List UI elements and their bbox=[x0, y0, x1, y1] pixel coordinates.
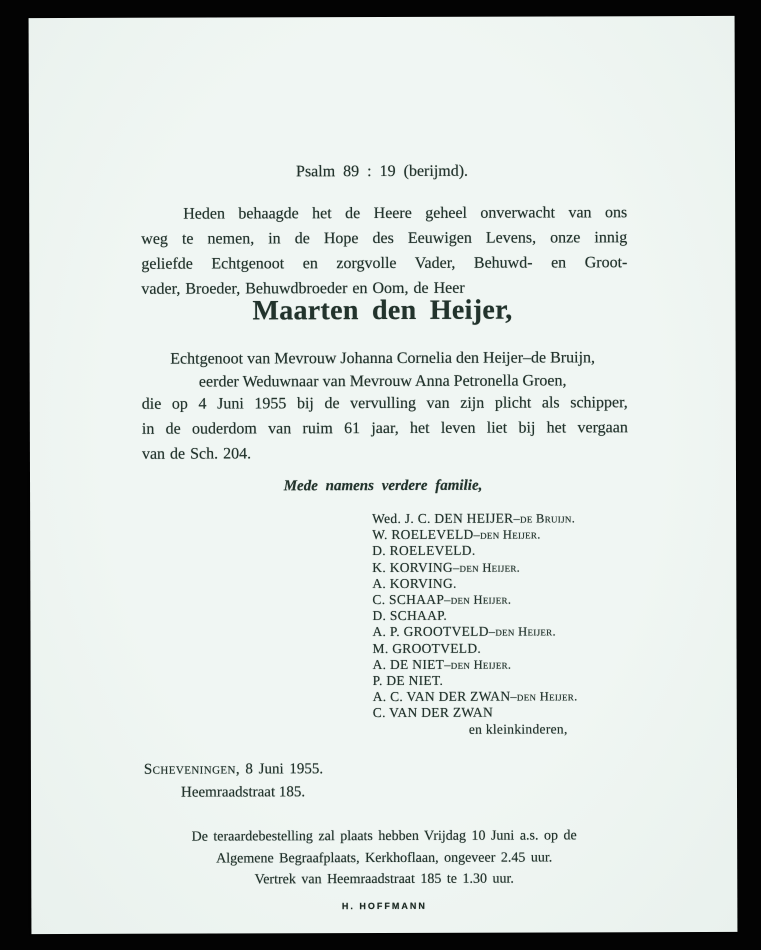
mourner-main: W. ROELEVELD bbox=[372, 526, 474, 543]
grandchildren-line: en kleinkinderen, bbox=[468, 721, 568, 737]
psalm-reference: Psalm 89 : 19 (berijmd). bbox=[296, 162, 469, 181]
deceased-name: Maarten den Heijer, bbox=[252, 294, 513, 327]
mourner-suffix: –den Heijer. bbox=[510, 689, 578, 704]
mourner-main: M. GROOTVELD. bbox=[372, 640, 482, 656]
mourners-list bbox=[372, 510, 578, 737]
mourner-name bbox=[373, 672, 578, 689]
place-and-date bbox=[144, 761, 323, 779]
on-behalf-line: Mede namens verdere familie, bbox=[283, 477, 483, 495]
mourner-suffix: –de Bruijn. bbox=[513, 511, 576, 526]
death-announcement-card bbox=[29, 16, 738, 934]
mourner-suffix: –den Heijer. bbox=[473, 527, 541, 542]
intro-line: Heden behaagde het de Heere geheel onverwacht van ons bbox=[183, 204, 628, 223]
mourner-name bbox=[373, 656, 578, 673]
death-line: in de ouderdom van ruim 61 jaar, het leven liet bij het vergaan bbox=[141, 419, 628, 438]
mourner-name bbox=[373, 640, 578, 657]
mourner-main: A. KORVING. bbox=[372, 575, 457, 591]
address-line: Heemraadstraat 185. bbox=[180, 784, 306, 801]
mourner-name bbox=[373, 689, 578, 706]
funeral-line: De teraardebestelling zal plaats hebben Vrijdag 10 Juni a.s. op de bbox=[191, 828, 577, 845]
death-line: van de Sch. 204. bbox=[141, 445, 252, 463]
mourner-name bbox=[372, 559, 577, 576]
spouse-subtitle bbox=[30, 346, 736, 394]
mourner-name bbox=[372, 624, 577, 641]
mourner-suffix: –den Heijer. bbox=[452, 560, 521, 575]
mourner-main: D. SCHAAP. bbox=[372, 608, 448, 624]
mourner-name bbox=[373, 705, 578, 722]
mourner-suffix: –den Heijer. bbox=[488, 624, 556, 640]
death-line: die op 4 Juni 1955 bij de vervulling van zijn plicht als schipper, bbox=[141, 394, 628, 413]
funeral-line: Algemene Begraafplaats, Kerkhoflaan, ongeveer 2.45 uur. bbox=[216, 849, 553, 867]
mourner-name bbox=[372, 510, 577, 527]
mourner-name bbox=[372, 591, 577, 608]
mourner-main: C. VAN DER ZWAN bbox=[372, 705, 494, 721]
mourner-main: C. SCHAAP bbox=[372, 591, 445, 608]
date-text: , 8 Juni 1955. bbox=[235, 761, 324, 778]
funeral-line: Vertrek van Heemraadstraat 185 te 1.30 uur. bbox=[254, 871, 514, 888]
place-name: Scheveningen bbox=[143, 761, 236, 778]
mourner-suffix: –den Heijer. bbox=[444, 592, 512, 607]
subtitle-line: eerder Weduwnaar van Mevrouw Anna Petronella Groen, bbox=[198, 372, 567, 391]
mourner-name bbox=[372, 608, 577, 625]
mourner-name bbox=[372, 527, 577, 544]
mourner-name bbox=[372, 575, 577, 592]
intro-paragraph bbox=[141, 200, 627, 302]
intro-line: weg te nemen, in de Hope des Eeuwigen Levens, onze innig bbox=[141, 229, 628, 248]
death-circumstances-paragraph bbox=[142, 390, 628, 467]
mourner-main: A. DE NIET bbox=[372, 656, 445, 672]
mourner-main: K. KORVING bbox=[372, 559, 453, 575]
printer-mark: H. HOFFMANN bbox=[341, 900, 427, 912]
intro-line: vader, Broeder, Behuwdbroeder en Oom, de Heer bbox=[141, 279, 465, 298]
mourner-suffix: –den Heijer. bbox=[444, 657, 512, 672]
mourner-main: A. P. GROOTVELD bbox=[372, 624, 489, 640]
subtitle-line: Echtgenoot van Mevrouw Johanna Cornelia den Heijer–de Bruijn, bbox=[170, 349, 596, 368]
mourner-name bbox=[372, 543, 577, 560]
mourner-main: P. DE NIET. bbox=[372, 672, 444, 689]
mourner-main: A. C. VAN DER ZWAN bbox=[372, 688, 511, 705]
mourner-main: Wed. J. C. DEN HEIJER bbox=[372, 510, 514, 527]
mourner-main: D. ROELEVELD. bbox=[372, 543, 476, 559]
funeral-notice bbox=[31, 825, 737, 892]
intro-line: geliefde Echtgenoot en zorgvolle Vader, Behuwd- en Groot- bbox=[141, 254, 628, 273]
